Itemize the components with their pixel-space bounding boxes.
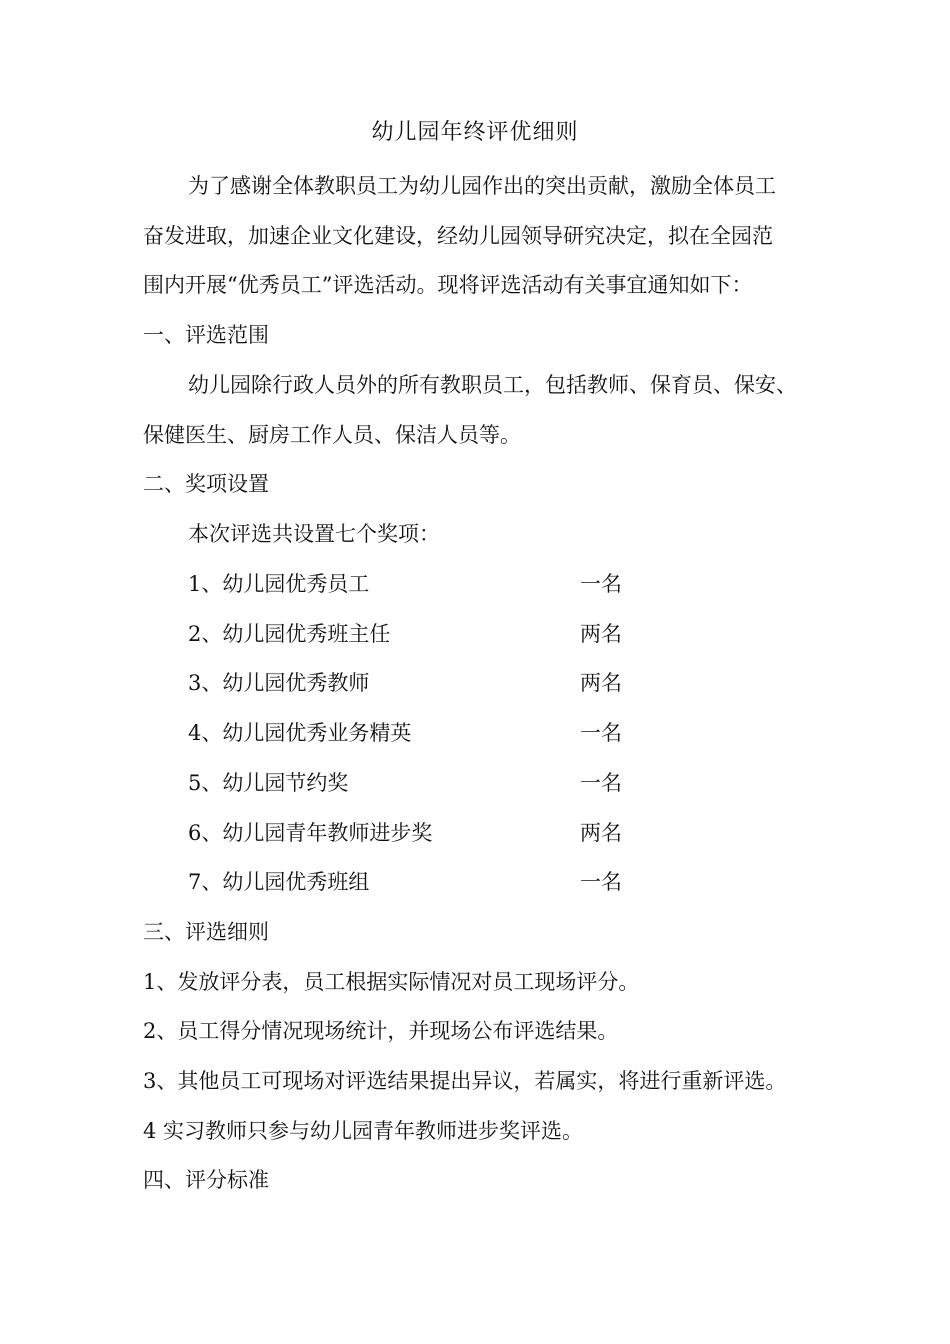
section-2-lead: 本次评选共设置七个奖项： [188, 522, 440, 546]
rule-4: 4 实习教师只参与幼儿园青年教师进步奖评选。 [143, 1119, 584, 1143]
award-name: 4、幼儿园优秀业务精英 [188, 721, 412, 745]
rule-1: 1、发放评分表，员工根据实际情况对员工现场评分。 [143, 970, 640, 994]
award-name: 5、幼儿园节约奖 [188, 771, 349, 795]
section-4-heading: 四、评分标准 [143, 1168, 269, 1192]
section-3-heading: 三、评选细则 [143, 920, 269, 944]
section-1-line-1: 幼儿园除行政人员外的所有教职员工，包括教师、保育员、保安、 [188, 373, 797, 397]
award-count: 一名 [580, 771, 622, 795]
award-name: 6、幼儿园青年教师进步奖 [188, 821, 433, 845]
section-1-line-2: 保健医生、厨房工作人员、保洁人员等。 [143, 423, 521, 447]
rule-3: 3、其他员工可现场对评选结果提出异议，若属实，将进行重新评选。 [143, 1069, 787, 1093]
award-name: 7、幼儿园优秀班组 [188, 870, 370, 894]
award-count: 一名 [580, 721, 622, 745]
award-count: 一名 [580, 870, 622, 894]
award-count: 两名 [580, 622, 622, 646]
intro-line-1: 为了感谢全体教职员工为幼儿园作出的突出贡献，激励全体员工 [188, 174, 776, 198]
award-name: 1、幼儿园优秀员工 [188, 572, 370, 596]
section-1-heading: 一、评选范围 [143, 323, 269, 347]
intro-line-2: 奋发进取，加速企业文化建设，经幼儿园领导研究决定，拟在全园范 [143, 224, 773, 248]
award-count: 一名 [580, 572, 622, 596]
document-title: 幼儿园年终评优细则 [371, 120, 579, 145]
award-count: 两名 [580, 821, 622, 845]
award-name: 3、幼儿园优秀教师 [188, 671, 370, 695]
intro-line-3: 围内开展“优秀员工”评选活动。现将评选活动有关事宜通知如下： [143, 273, 753, 297]
section-2-heading: 二、奖项设置 [143, 472, 269, 496]
award-name: 2、幼儿园优秀班主任 [188, 622, 391, 646]
award-count: 两名 [580, 671, 622, 695]
rule-2: 2、员工得分情况现场统计，并现场公布评选结果。 [143, 1019, 619, 1043]
